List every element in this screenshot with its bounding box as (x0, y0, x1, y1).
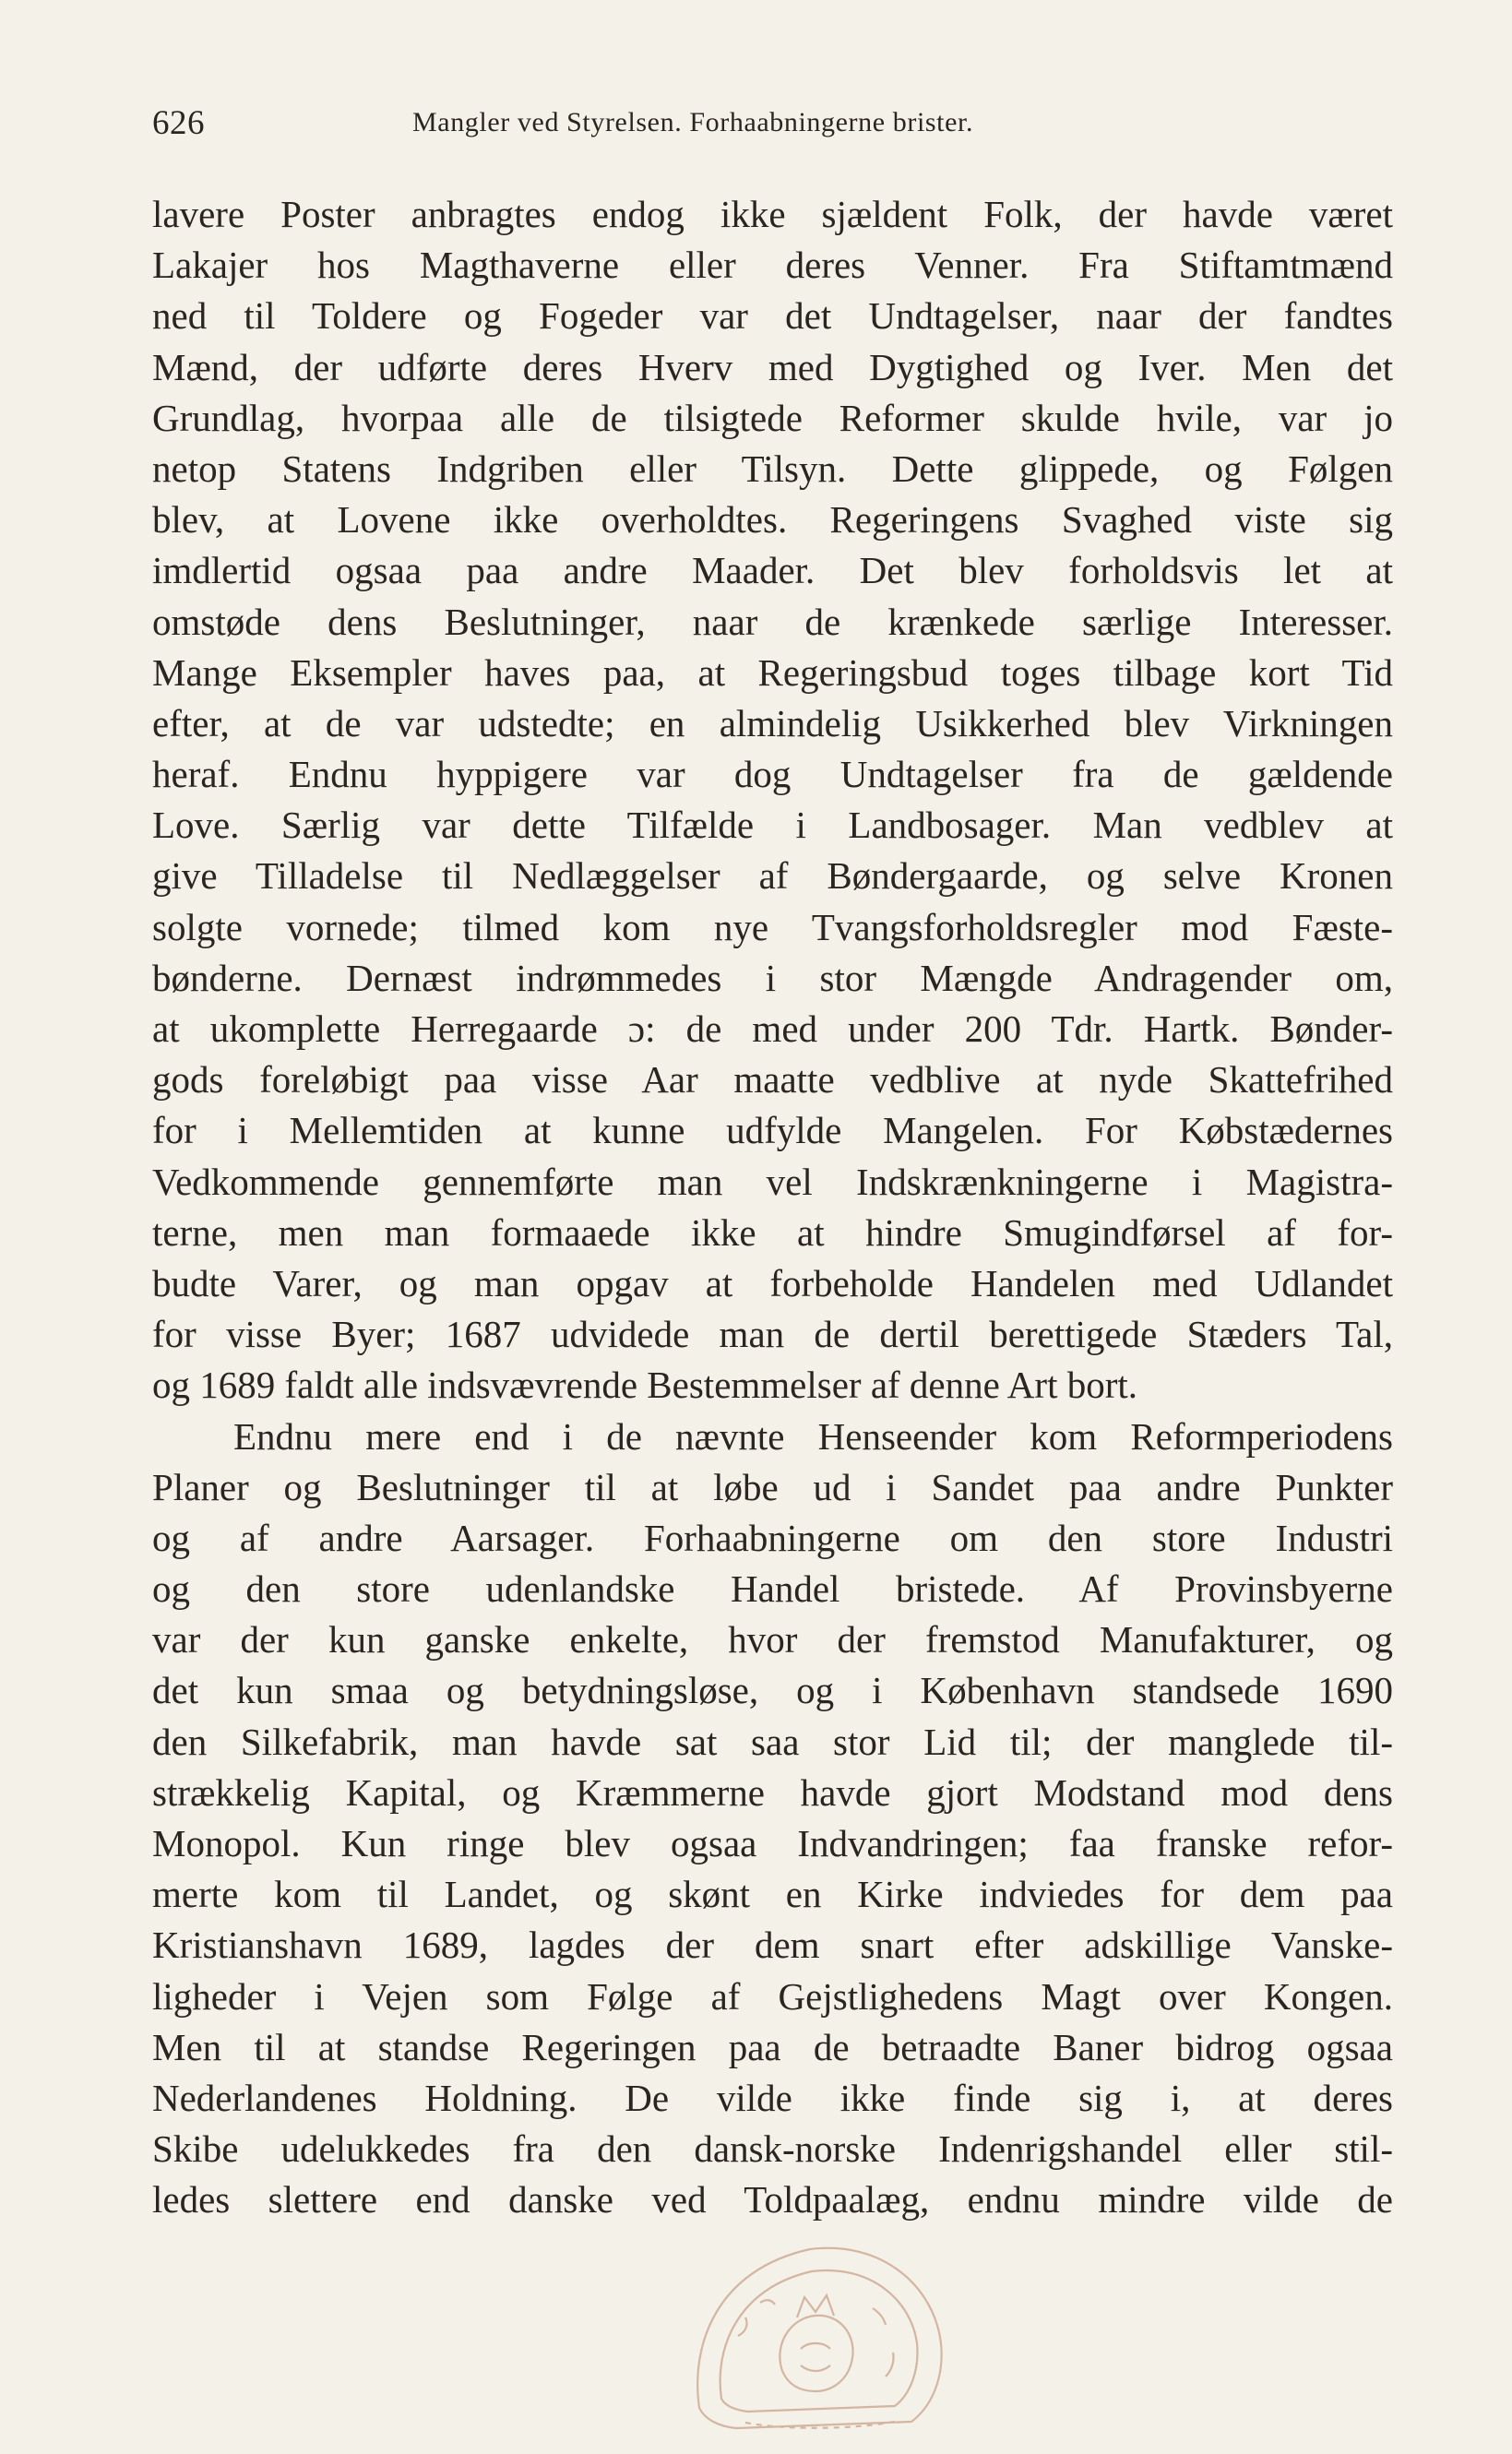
text-line: at ukomplette Herregaarde ɔ: de med under 200 Tdr. Hartk. Bønder- (152, 1007, 1393, 1050)
text-line: ligheder i Vejen som Følge af Gejstlighedens Magt over Kongen. (152, 1974, 1393, 2018)
text-line: Love. Særlig var dette Tilfælde i Landbosager. Man vedblev at (152, 804, 1393, 847)
text-line: Vedkommende gennemførte man vel Indskrænkningerne i Magistra- (152, 1160, 1393, 1203)
text-line: Skibe udelukkedes fra den dansk-norske Indenrigshandel eller stil- (152, 2127, 1393, 2171)
text-line: Monopol. Kun ringe blev ogsaa Indvandringen; faa franske refor- (152, 1822, 1393, 1864)
text-line: efter, at de var udstedte; en almindelig Usikkerhed blev Virkningen (152, 701, 1393, 745)
running-head: Mangler ved Styrelsen. Forhaabningerne brister. (412, 107, 974, 137)
text-line: imdlertid ogsaa paa andre Maader. Det blev forholdsvis let at (152, 549, 1393, 592)
library-seal-stamp-icon (681, 2233, 948, 2436)
text-line: Lakajer hos Magthaverne eller deres Venner. Fra Stiftamtmænd (152, 244, 1393, 287)
text-line: blev, at Lovene ikke overholdtes. Regeringens Svaghed viste sig (152, 498, 1393, 542)
text-line: strækkelig Kapital, og Kræmmerne havde gjort Modstand mod dens (152, 1770, 1393, 1814)
text-line: Kristianshavn 1689, lagdes der dem snart efter adskillige Vanske- (152, 1924, 1393, 1967)
text-line: var der kun ganske enkelte, hvor der fremstod Manufakturer, og (152, 1618, 1393, 1662)
text-line: ned til Toldere og Fogeder var det Undtagelser, naar der fandtes (152, 294, 1393, 338)
page-header (152, 103, 1388, 159)
text-line: terne, men man formaaede ikke at hindre Smugindførsel af for- (152, 1210, 1393, 1254)
text-line: og den store udenlandske Handel bristede. Af Provinsbyerne (152, 1567, 1393, 1611)
text-line: merte kom til Landet, og skønt en Kirke indviedes for dem paa (152, 1873, 1393, 1916)
text-line: Men til at standse Regeringen paa de betraadte Baner bidrog ogsaa (152, 2025, 1393, 2068)
text-line: Planer og Beslutninger til at løbe ud i Sandet paa andre Punkter (152, 1465, 1393, 1508)
text-line: ledes slettere end danske ved Toldpaalæg, endnu mindre vilde de (152, 2178, 1393, 2222)
paragraph-end-line: og 1689 faldt alle indsvævrende Bestemmelser af denne Art bort. (152, 1364, 1138, 1407)
text-line: den Silkefabrik, man havde sat saa stor Lid til; der manglede til- (152, 1720, 1393, 1763)
paragraph-start-line: Endnu mere end i de nævnte Henseender kom Reformperiodens (233, 1414, 1393, 1458)
text-line: solgte vornede; tilmed kom nye Tvangsforholdsregler mod Fæste- (152, 905, 1393, 948)
text-line: og af andre Aarsager. Forhaabningerne om den store Industri (152, 1516, 1393, 1559)
text-line: bønderne. Dernæst indrømmedes i stor Mængde Andragender om, (152, 956, 1393, 999)
page-number: 626 (152, 104, 205, 142)
text-line: netop Statens Indgriben eller Tilsyn. Dette glippede, og Følgen (152, 447, 1393, 490)
text-line: det kun smaa og betydningsløse, og i København standsede 1690 (152, 1669, 1393, 1712)
text-line: heraf. Endnu hyppigere var dog Undtagelser fra de gældende (152, 753, 1393, 796)
body-text (152, 189, 1393, 2226)
text-line: Grundlag, hvorpaa alle de tilsigtede Reformer skulde hvile, var jo (152, 396, 1393, 439)
text-line: Nederlandenes Holdning. De vilde ikke finde sig i, at deres (152, 2076, 1393, 2119)
text-line: for visse Byer; 1687 udvidede man de dertil berettigede Stæders Tal, (152, 1313, 1393, 1356)
text-line: Mange Eksempler haves paa, at Regeringsbud toges tilbage kort Tid (152, 650, 1393, 694)
text-line: budte Varer, og man opgav at forbeholde Handelen med Udlandet (152, 1261, 1393, 1304)
text-line: lavere Poster anbragtes endog ikke sjældent Folk, der havde været (152, 193, 1393, 235)
text-line: Mænd, der udførte deres Hverv med Dygtighed og Iver. Men det (152, 345, 1393, 388)
text-line: omstøde dens Beslutninger, naar de krænkede særlige Interesser. (152, 600, 1393, 643)
text-line: gods foreløbigt paa visse Aar maatte vedblive at nyde Skattefrihed (152, 1058, 1393, 1102)
text-line: give Tilladelse til Nedlæggelser af Bøndergaarde, og selve Kronen (152, 854, 1393, 898)
text-line: for i Mellemtiden at kunne udfylde Mangelen. For Købstædernes (152, 1109, 1393, 1152)
seal-graphic (681, 2233, 948, 2436)
